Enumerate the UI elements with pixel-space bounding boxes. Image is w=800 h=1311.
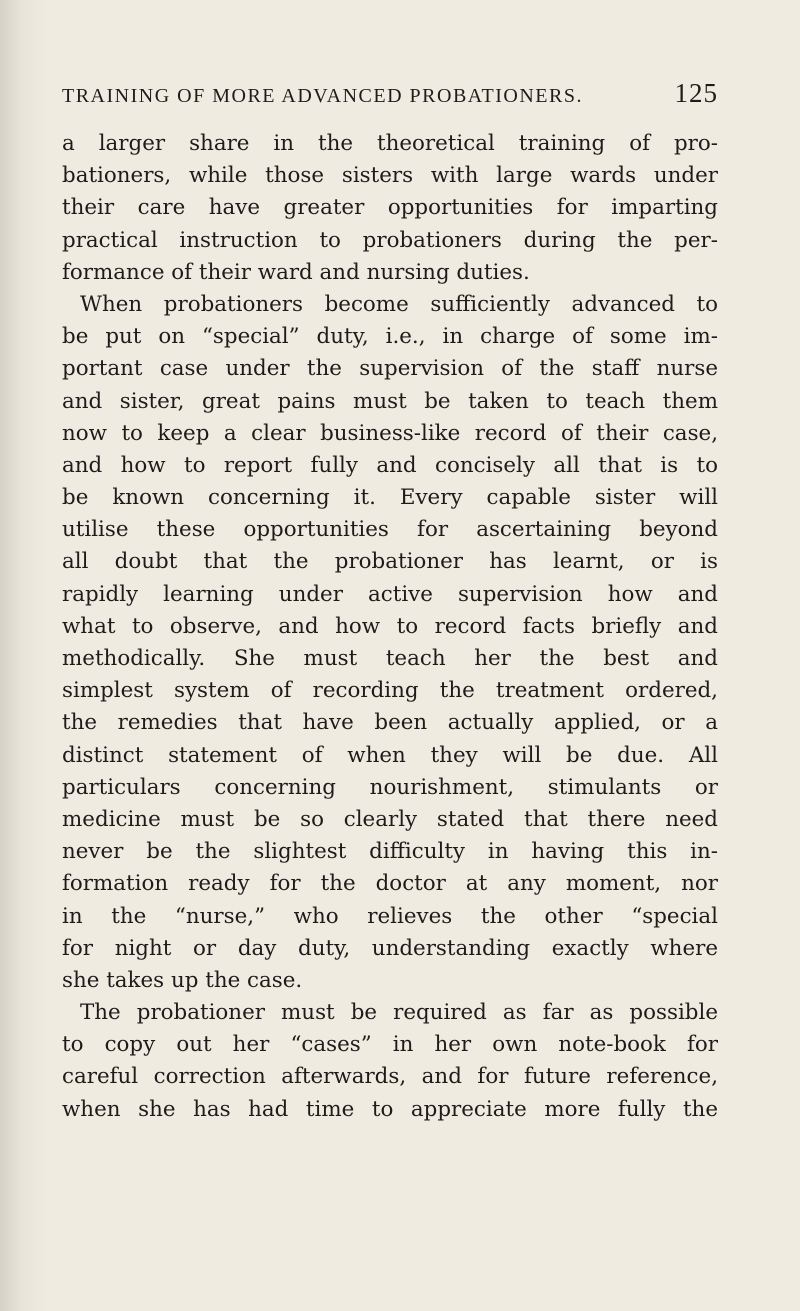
running-title: TRAINING OF MORE ADVANCED PROBATIONERS. xyxy=(62,85,583,107)
text-line: formance of their ward and nursing duties. xyxy=(62,259,530,285)
text-line: now to keep a clear business-like record of their case, xyxy=(62,420,718,446)
text-line: bationers, while those sisters with large wards under xyxy=(62,163,718,189)
text-line: medicine must be so clearly stated that there need xyxy=(62,806,718,832)
text-line: be known concerning it. Every capable sister will xyxy=(62,485,718,511)
text-line: The probationer must be required as far as possible xyxy=(80,1000,718,1026)
text-line: and how to report fully and concisely all that is to xyxy=(62,452,718,478)
text-line: simplest system of recording the treatment ordered, xyxy=(62,678,718,704)
text-line: utilise these opportunities for ascertaining beyond xyxy=(62,517,718,543)
text-line: practical instruction to probationers during the per- xyxy=(62,227,718,253)
paragraph-1 xyxy=(62,128,718,289)
text-line: their care have greater opportunities for imparting xyxy=(62,195,718,221)
paragraph-2 xyxy=(62,289,718,997)
text-line: methodically. She must teach her the best and xyxy=(62,646,718,671)
paragraph-3 xyxy=(62,997,718,1126)
text-line: particulars concerning nourishment, stimulants or xyxy=(62,774,718,800)
text-line: distinct statement of when they will be due. All xyxy=(62,742,718,768)
text-line: and sister, great pains must be taken to teach them xyxy=(62,388,718,414)
page-number: 125 xyxy=(674,78,718,108)
text-line: When probationers become sufficiently advanced to xyxy=(80,291,718,317)
text-line: she takes up the case. xyxy=(62,967,303,993)
body-text xyxy=(62,128,718,1126)
text-line: for night or day duty, understanding exactly where xyxy=(62,935,718,961)
text-line: careful correction afterwards, and for future reference, xyxy=(62,1064,718,1090)
text-line: a larger share in the theoretical training of pro- xyxy=(62,131,718,156)
text-line: be put on “special” duty, i.e., in charge of some im- xyxy=(62,324,718,350)
text-line: portant case under the supervision of the staff nurse xyxy=(62,356,718,382)
text-line: in the “nurse,” who relieves the other “special xyxy=(62,903,718,929)
text-line: when she has had time to appreciate more fully the xyxy=(62,1096,718,1122)
text-line: to copy out her “cases” in her own note-book for xyxy=(62,1032,718,1058)
text-line: all doubt that the probationer has learnt, or is xyxy=(62,549,718,575)
running-head xyxy=(62,78,718,118)
text-line: what to observe, and how to record facts briefly and xyxy=(62,613,718,639)
text-line: the remedies that have been actually applied, or a xyxy=(62,710,718,736)
text-line: rapidly learning under active supervision how and xyxy=(62,581,718,607)
text-line: formation ready for the doctor at any moment, nor xyxy=(62,871,718,897)
text-line: never be the slightest difficulty in having this in- xyxy=(62,839,718,865)
